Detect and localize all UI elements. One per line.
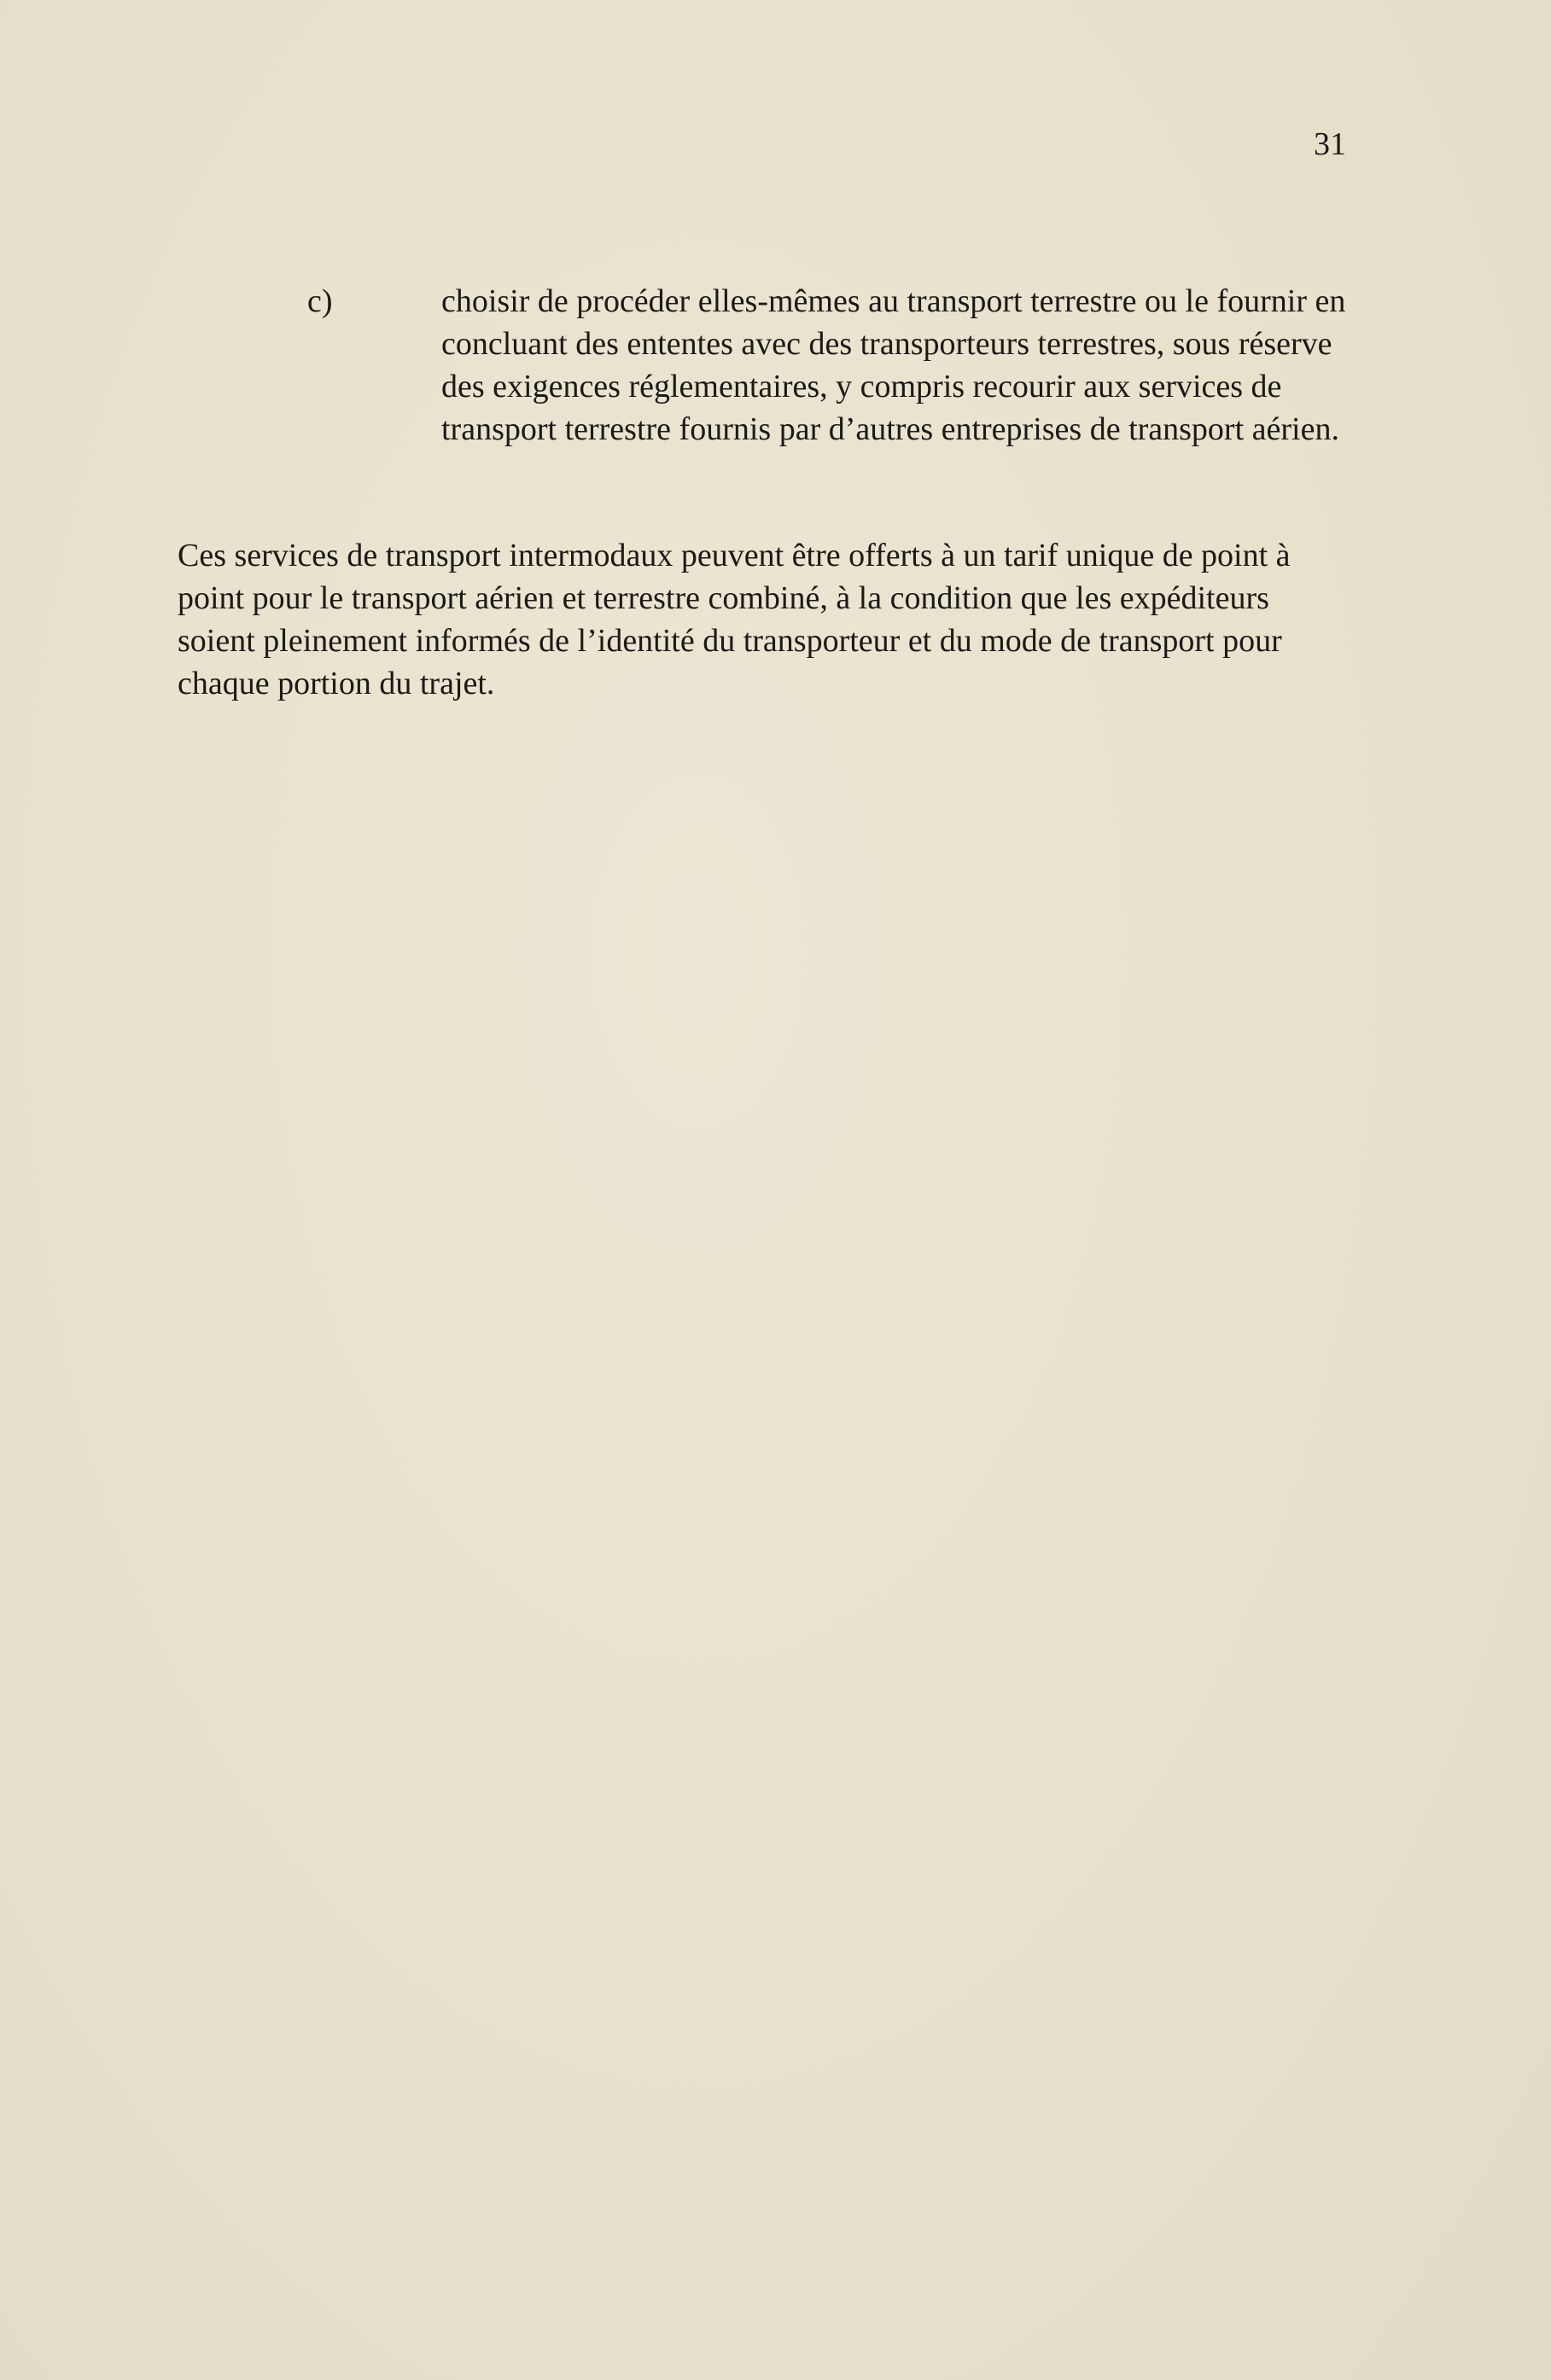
list-item-text: choisir de procéder elles-mêmes au transport terrestre ou le fournir en concluant des ententes avec des transporteurs terrestres, sous réserve des exigences réglementaires, y compris recourir aux services de transport terrestre fournis par d’autres entreprises de transport aérien. [441,283,1346,447]
list-item-marker: c) [307,283,333,319]
body-paragraph: Ces services de transport intermodaux peuvent être offerts à un tarif unique de point à point pour le transport aérien et terrestre combiné, à la condition que les expéditeurs soient pleinement informés de l’identité du transporteur et du mode de transport pour chaque portion du trajet. [178,538,1291,701]
page-number: 31 [1314,126,1346,162]
list-item-c [307,280,1349,451]
